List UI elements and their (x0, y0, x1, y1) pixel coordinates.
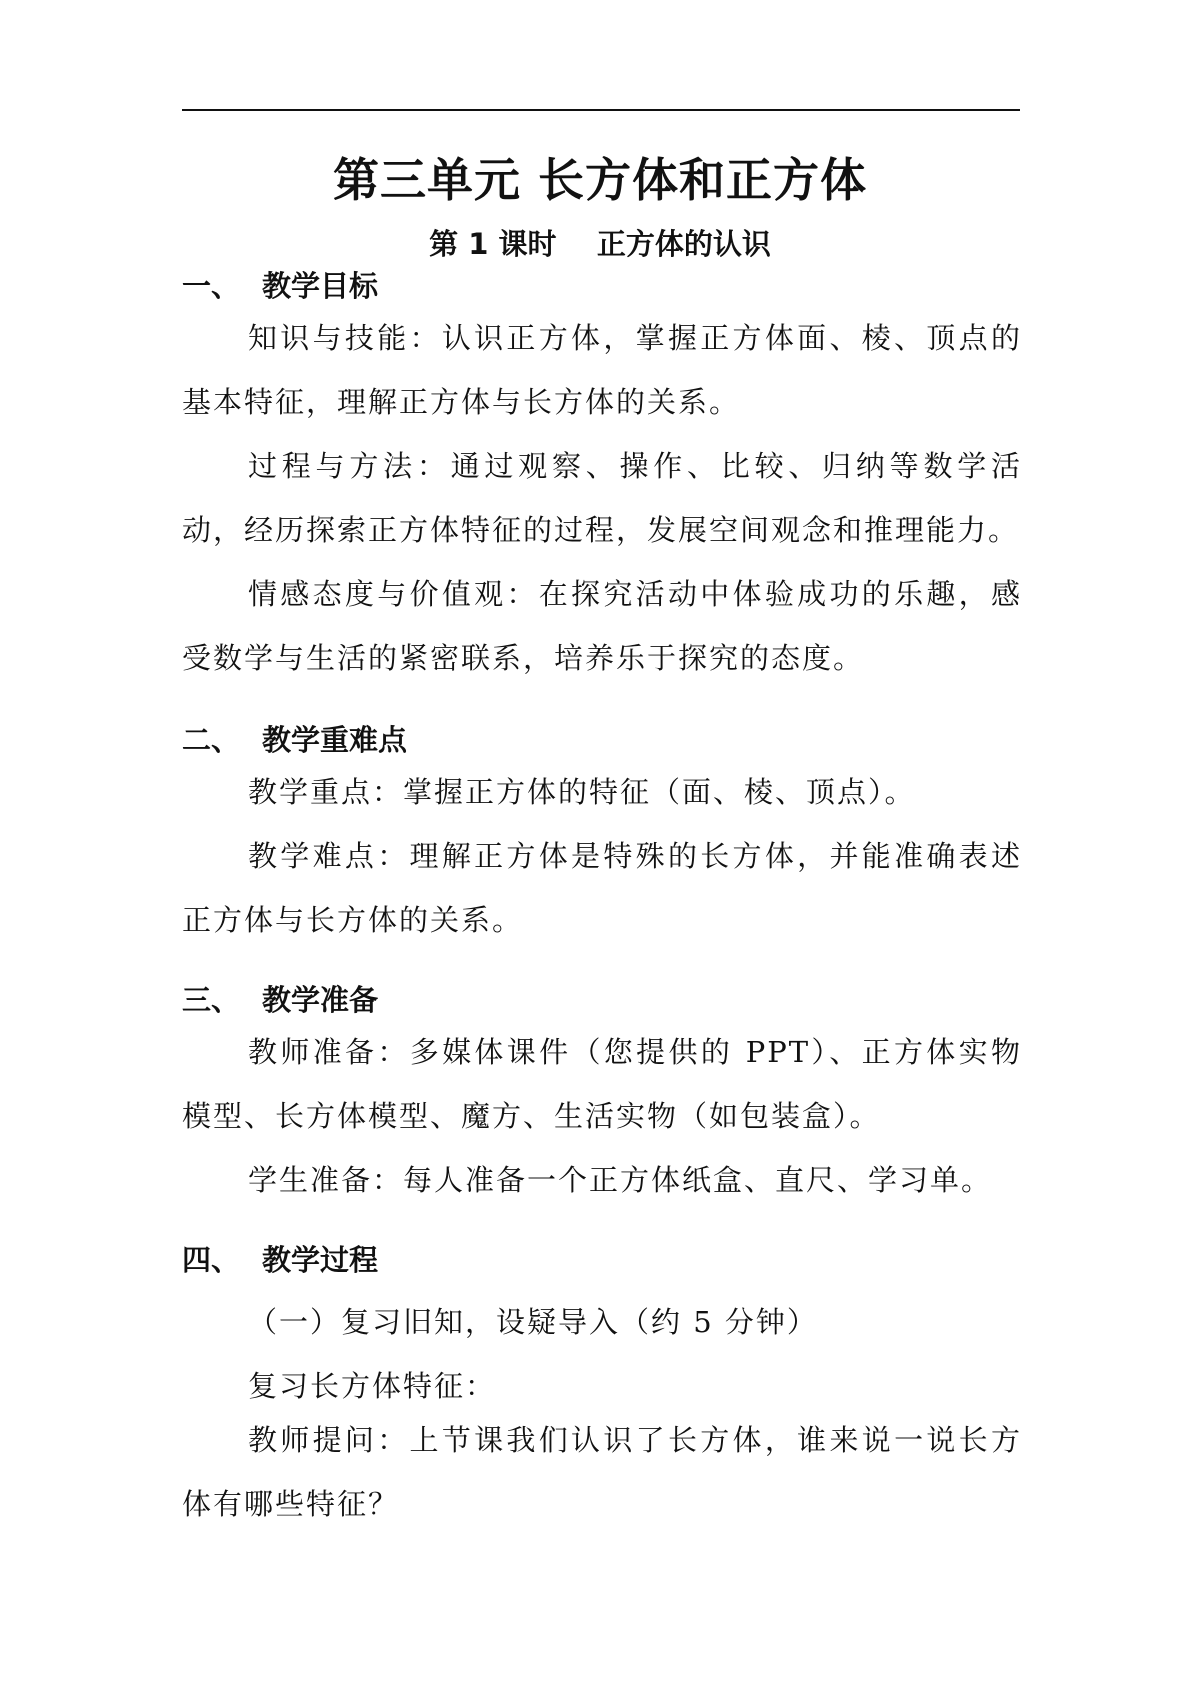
section-heading-key-points (182, 720, 407, 760)
section-heading-preparation (182, 980, 378, 1020)
header-rule (182, 109, 1020, 111)
document-title: 第三单元 长方体和正方体 (332, 153, 867, 207)
lesson-subtitle: 第 1 课时 正方体的认识 (429, 227, 771, 261)
paragraph-teaching-difficulty: 教学难点：理解正方体是特殊的长方体，并能准确表述正方体与长方体的关系。 (182, 839, 1022, 937)
section-heading-process (182, 1240, 378, 1280)
section-heading-objectives (182, 266, 378, 306)
section-title: 教学重难点 (262, 723, 408, 757)
section-title: 教学过程 (262, 1243, 379, 1277)
paragraph-process-methods: 过程与方法：通过观察、操作、比较、归纳等数学活动，经历探索正方体特征的过程，发展空间观念和推理能力。 (182, 449, 1022, 547)
paragraph-teaching-focus: 教学重点：掌握正方体的特征（面、棱、顶点）。 (248, 775, 916, 809)
section-title: 教学准备 (262, 983, 379, 1017)
section-number: 一、 (182, 269, 241, 303)
paragraph-knowledge-skills: 知识与技能：认识正方体，掌握正方体面、棱、顶点的基本特征，理解正方体与长方体的关系。 (182, 321, 1022, 419)
paragraph-review-label: 复习长方体特征： (248, 1369, 497, 1403)
paragraph-teacher-preparation: 教师准备：多媒体课件（您提供的 PPT）、正方体实物模型、长方体模型、魔方、生活实物（如包装盒）。 (182, 1035, 1022, 1133)
section-number: 四、 (182, 1243, 241, 1277)
section-title: 教学目标 (262, 269, 379, 303)
subsection-review-intro: （一）复习旧知，设疑导入（约 5 分钟） (248, 1305, 818, 1339)
paragraph-teacher-question: 教师提问：上节课我们认识了长方体，谁来说一说长方体有哪些特征？ (182, 1423, 1022, 1521)
paragraph-student-preparation: 学生准备：每人准备一个正方体纸盒、直尺、学习单。 (248, 1163, 993, 1197)
section-number: 二、 (182, 723, 241, 757)
section-number: 三、 (182, 983, 241, 1017)
paragraph-attitudes-values: 情感态度与价值观：在探究活动中体验成功的乐趣，感受数学与生活的紧密联系，培养乐于探究的态度。 (182, 577, 1022, 675)
